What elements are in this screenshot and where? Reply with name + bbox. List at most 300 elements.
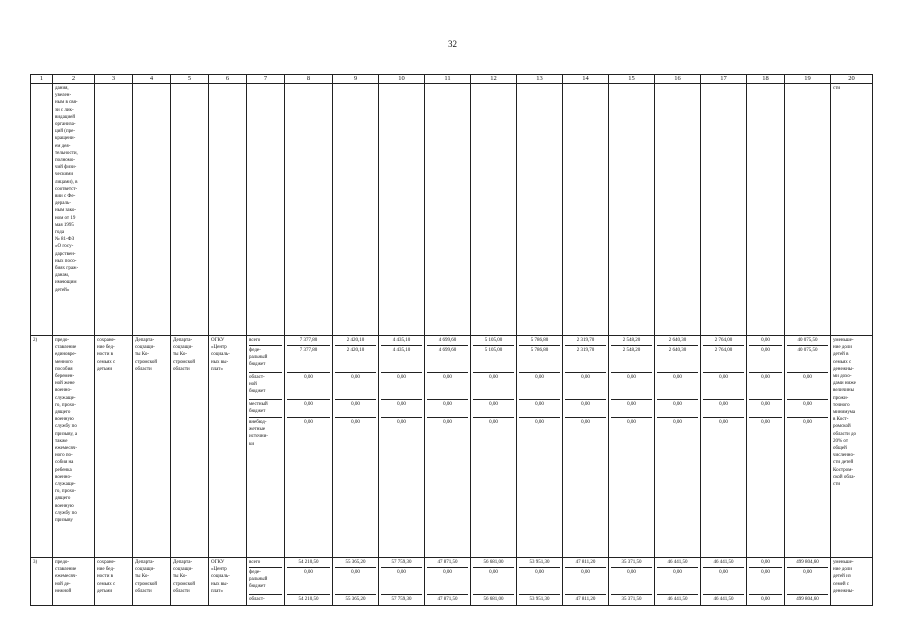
text-line: ние бед- [97,567,115,573]
value-subrow: 0,00 [719,420,728,425]
value-subrow: 0,00 [611,568,652,595]
value-subrow: 0,00 [304,420,313,425]
column-header-20: 20 [831,75,873,84]
text-line: детей в [833,352,849,358]
cell-value-col-18 [747,336,785,558]
cell-value-col-8 [285,558,333,606]
column-header-17: 17 [701,75,747,84]
value-subrow: 5 786,80 [519,336,560,346]
cell-col3 [95,336,133,558]
value-subrow: 0,00 [473,373,514,400]
value-subrow: 2 640,30 [657,346,698,373]
budget-subrow: всего [249,558,282,568]
cell-col-15 [609,84,655,336]
budget-subrow: област- [249,597,265,602]
value-subrow: 0,00 [657,568,698,595]
text-line: ности в [97,574,113,580]
value-subrow: 2 420,10 [335,346,376,373]
text-line: минимума [833,410,856,416]
cell-col-10 [379,84,425,336]
text-line: единовре- [55,352,77,358]
value-subrow: 0,00 [761,420,770,425]
value-subrow: 0,00 [611,400,652,418]
text-line: го, прохо- [55,489,76,495]
value-subrow: 0,00 [381,400,422,418]
value-subrow: 0,00 [703,568,744,595]
text-line: численно- [833,453,855,459]
value-subrow: 0,00 [565,400,606,418]
value-subrow: 0,00 [581,420,590,425]
text-line: прожи- [833,395,849,401]
cell-col4 [133,558,171,606]
value-subrow: 40 075,50 [787,346,828,373]
value-subrow: 0,00 [351,420,360,425]
text-line: семьях с [833,359,852,365]
column-header-18: 18 [747,75,785,84]
text-line: Департа- [135,560,155,565]
cell-value-col-17 [701,558,747,606]
value-subrow: 47 871,50 [427,558,468,568]
column-header-19: 19 [785,75,831,84]
text-line: денежны- [833,588,854,594]
cell-col-12 [471,84,517,336]
value-subrow: 35 371,50 [621,597,642,602]
text-line: детьми [97,366,113,372]
text-line: лицами), в [55,179,78,185]
text-line: общей [833,446,847,452]
cell-value-col-9 [333,336,379,558]
text-line: призыву, а [55,431,78,437]
cell-text [833,559,870,595]
text-line: службу по [55,510,77,516]
text-line: нежной [55,588,72,594]
value-subrow: 2 764,00 [703,336,744,346]
value-subrow: 2 548,20 [611,346,652,373]
text-line: ты Ко- [173,574,188,580]
value-subrow: 2 640,30 [657,336,698,346]
value-subrow: 0,00 [565,373,606,400]
cell-col-4 [133,84,171,336]
cell-value-col-8 [285,336,333,558]
cell-col5 [171,558,209,606]
cell-value-col-17 [701,336,747,558]
cell-value-col-15 [609,558,655,606]
cell-value-col-10 [379,558,425,606]
text-line: увелен- [55,93,72,99]
value-subrow: 4 699,60 [427,346,468,373]
text-line: денежны- [833,366,854,372]
value-subrow: 0,00 [703,400,744,418]
cell-col7-sources [247,336,285,558]
value-subrow: 0,00 [287,400,330,418]
text-line: служаще- [55,395,76,401]
text-line: Департа- [173,560,193,565]
cell-col-17 [701,84,747,336]
value-subrow: 0,00 [761,597,770,602]
value-subrow: 2 764,00 [703,346,744,373]
text-line: уменьше- [833,560,854,565]
text-line: вии с Фе- [55,194,76,200]
value-subrow: 46 441,50 [713,597,734,602]
cell-col-11 [425,84,471,336]
value-subrow: 0,00 [519,373,560,400]
value-subrow: 0,00 [749,346,782,373]
cell-col-6 [209,84,247,336]
column-header-12: 12 [471,75,517,84]
text-line: имеющим [55,280,77,286]
column-header-13: 13 [517,75,563,84]
row-number: 2) [31,336,53,558]
text-line: «Центр [211,345,227,351]
value-subrow: 47 811,20 [575,597,596,602]
text-line: ем дея- [55,143,71,149]
cell-col-13 [517,84,563,336]
text-line: ние бед- [97,345,115,351]
cell-value-col-16 [655,558,701,606]
text-line: величины [833,388,854,394]
value-subrow: 53 951,30 [519,558,560,568]
text-line: беремен- [55,374,75,380]
text-line: дераль- [55,201,71,207]
column-header-5: 5 [171,75,209,84]
text-line: военную [55,417,74,423]
text-line: сохране- [97,560,116,565]
value-subrow: 0,00 [565,568,606,595]
cell-col-20: сти [831,84,873,336]
cell-value-col-19 [785,336,831,558]
column-header-1: 1 [31,75,53,84]
text-line: ного по- [55,453,73,459]
value-subrow: 2 319,70 [565,346,606,373]
text-line: ми дохо- [833,374,852,380]
text-line: стромской [135,359,158,365]
value-subrow: 55 365,20 [345,597,366,602]
text-line: сти детей [833,460,854,466]
value-subrow: 0,00 [787,373,828,400]
text-line: дящего [55,410,71,416]
column-header-7: 7 [247,75,285,84]
value-subrow: 0,00 [611,373,652,400]
column-header-10: 10 [379,75,425,84]
text-line: ромской [833,424,851,430]
text-line: военно- [55,474,72,480]
column-header-9: 9 [333,75,379,84]
cell-col6 [209,558,247,606]
value-subrow: 0,00 [749,568,782,595]
text-line: уменьше- [833,338,854,343]
text-line: тельности, [55,150,78,156]
value-subrow: 57 759,30 [381,558,422,568]
text-line: Департа- [173,338,193,343]
value-subrow: 4 435,10 [381,336,422,346]
text-line: детей из [833,574,851,580]
text-line: дящего [55,496,71,502]
text-line: кращени- [55,136,76,142]
cell-text [55,337,92,524]
text-line: ных вы- [211,359,229,365]
text-line: социаль- [211,352,230,358]
value-subrow: 0,00 [749,400,782,418]
text-line: области до [833,431,857,437]
text-line: ребенка [55,467,72,473]
text-line: области [173,366,190,372]
value-subrow: 5 105,00 [473,336,514,346]
text-line: соцзащи- [173,345,193,351]
text-line: плат» [211,588,223,594]
cell-value-col-12 [471,336,517,558]
cell-value-col-10 [379,336,425,558]
text-line: ние доли [833,567,852,573]
text-line: ности в [97,352,113,358]
text-line: дами ниже [833,381,856,387]
text-line: ной де- [55,581,71,587]
value-subrow: 499 804,60 [796,597,819,602]
column-header-16: 16 [655,75,701,84]
cell-col-5 [171,84,209,336]
cell-value-col-19 [785,558,831,606]
column-header-11: 11 [425,75,471,84]
text-line: соцзащи- [135,345,155,351]
text-line: предо- [55,560,70,565]
text-line: соцзащи- [135,567,155,573]
cell-text [211,337,244,373]
header-row [31,75,873,84]
value-subrow: 0,00 [335,400,376,418]
value-subrow: 4 435,10 [381,346,422,373]
value-subrow: 0,00 [287,568,330,595]
value-subrow: 0,00 [335,568,376,595]
cell-col5 [171,336,209,558]
cell-value-col-14 [563,558,609,606]
text-line: плат» [211,366,223,372]
text-line: также [55,438,68,444]
text-line: ты Ко- [173,352,188,358]
cell-text [135,559,168,595]
cell-value-col-9 [333,558,379,606]
text-line: 20% от [833,438,849,444]
value-subrow: 0,00 [519,400,560,418]
column-header-14: 14 [563,75,609,84]
text-line: области [135,366,152,372]
cell-text [97,337,130,373]
text-line: области [135,588,152,594]
cell-col-18 [747,84,785,336]
budget-subrow: феде- ральный бюджет [249,568,282,595]
value-subrow: 0,00 [657,373,698,400]
budget-subrow: внебюд- жетные источни- ки [249,420,268,447]
value-subrow: 47 811,20 [565,558,606,568]
cell-col6 [209,336,247,558]
cell-value-col-12 [471,558,517,606]
value-subrow: 0,00 [657,400,698,418]
text-line: собия на [55,460,74,466]
text-line: в Кост- [833,417,849,423]
text-line: ной жене [55,381,75,387]
text-line: военную [55,503,74,509]
page-number: 32 [448,39,457,49]
cell-col7-sources [247,558,285,606]
value-subrow: 0,00 [473,568,514,595]
text-line: призыву [55,518,73,524]
cell-col2 [53,558,95,606]
cell-text [833,337,870,488]
value-subrow: 499 804,60 [787,558,828,568]
text-line: ном от 19 [55,215,76,221]
value-subrow: 2 420,10 [335,336,376,346]
cell-text [211,559,244,595]
value-subrow: 53 951,30 [529,597,550,602]
column-header-8: 8 [285,75,333,84]
value-subrow: 5 786,80 [519,346,560,373]
column-header-3: 3 [95,75,133,84]
value-subrow: 0,00 [535,420,544,425]
value-subrow: 35 371,50 [611,558,652,568]
text-line: ОГКУ [211,338,225,343]
cell-col3 [95,558,133,606]
text-line: ставление [55,567,77,573]
cell-col-3 [95,84,133,336]
cell-col-1 [31,84,53,336]
cell-col-19 [785,84,831,336]
value-subrow: 0,00 [287,373,330,400]
text-line: ных вы- [211,581,229,587]
value-subrow: 0,00 [381,373,422,400]
value-subrow: 0,00 [673,420,682,425]
value-subrow: 7 377,80 [287,336,330,346]
text-line: полномо- [55,158,76,164]
cell-col20 [831,558,873,606]
value-subrow: 0,00 [473,400,514,418]
text-line: стромской [173,581,196,587]
value-subrow: 0,00 [787,400,828,418]
value-subrow: 55 365,20 [335,558,376,568]
value-subrow: 0,00 [787,568,828,595]
text-line: ние доли [833,345,852,351]
text-line: ных посо- [55,258,77,264]
text-line: стромской [135,581,158,587]
text-line: организа- [55,122,76,128]
cell-text [55,559,92,595]
text-line: области [173,588,190,594]
text-line: ставление [55,345,77,351]
text-line: ным зако- [55,208,76,214]
value-subrow: 54 210,50 [298,597,319,602]
text-line: соцзащи- [173,567,193,573]
column-header-2: 2 [53,75,95,84]
text-line: сти [833,482,841,488]
value-subrow: 7 377,80 [287,346,330,373]
value-subrow: 0,00 [489,420,498,425]
cell-value-col-16 [655,336,701,558]
cell-col-7 [247,84,285,336]
cell-value-col-15 [609,336,655,558]
value-subrow: 54 210,50 [287,558,330,568]
table-row-continuation [31,84,873,336]
budget-subrow: феде- ральный бюджет [249,346,282,373]
value-subrow: 5 105,00 [473,346,514,373]
value-subrow: 46 441,50 [667,597,688,602]
value-subrow: 0,00 [397,420,406,425]
text-line: социаль- [211,574,230,580]
text-line: № 81-ФЗ [55,237,75,243]
text-line: ОГКУ [211,560,225,565]
value-subrow: 0,00 [443,420,452,425]
text-line: предо- [55,338,70,343]
value-subrow: 0,00 [749,336,782,346]
text-line: пособия [55,366,73,372]
cell-col-8 [285,84,333,336]
value-subrow: 46 441,50 [703,558,744,568]
table-row-2 [31,336,873,558]
text-line: детьми [97,588,113,594]
cell-text [55,85,92,294]
value-subrow: 0,00 [749,373,782,400]
text-line: менного [55,359,73,365]
cell-col4 [133,336,171,558]
text-line: семьях с [97,359,116,365]
value-subrow: 0,00 [803,420,812,425]
text-line: соответст- [55,186,78,192]
text-line: Костром- [833,467,853,473]
text-line: семьях с [97,581,116,587]
text-line: видацией [55,114,76,120]
text-line: биях граж- [55,266,79,272]
cell-col-16 [655,84,701,336]
value-subrow: 56 681,00 [483,597,504,602]
text-line: ежемесяч- [55,446,78,452]
cell-value-col-13 [517,336,563,558]
table-row-3 [31,558,873,606]
cell-col2 [53,336,95,558]
text-line: ежемесяч- [55,574,78,580]
text-line: дарствен- [55,251,76,257]
value-subrow: 0,00 [519,568,560,595]
cell-value-col-18 [747,558,785,606]
text-line: «О госу- [55,244,74,250]
value-subrow: 57 759,30 [391,597,412,602]
column-header-15: 15 [609,75,655,84]
column-header-6: 6 [209,75,247,84]
text-line: данам, [55,273,70,279]
budget-subrow: всего [249,336,282,346]
text-line: дания, [55,86,69,91]
value-subrow: 0,00 [381,568,422,595]
text-line: ческими [55,172,74,178]
text-line: «Центр [211,567,227,573]
budget-subrow: местный бюджет [249,400,282,418]
text-line: ций (пре- [55,129,76,135]
cell-col-2 [53,84,95,336]
budget-subrow: област- ной бюджет [249,373,282,400]
text-line: семей с [833,581,850,587]
text-line: детей» [55,287,70,293]
cell-col-9 [333,84,379,336]
cell-col20 [831,336,873,558]
value-subrow: 4 699,60 [427,336,468,346]
cell-value-col-11 [425,336,471,558]
text-line: военно- [55,388,72,394]
text-line: Департа- [135,338,155,343]
cell-value-col-13 [517,558,563,606]
cell-text [97,559,130,595]
text-line: ты Ко- [135,574,150,580]
program-table [30,74,873,606]
text-line: сохране- [97,338,116,343]
value-subrow: 0,00 [627,420,636,425]
value-subrow: 0,00 [335,373,376,400]
row-number: 3) [31,558,53,606]
text-line: мая 1995 [55,222,74,228]
